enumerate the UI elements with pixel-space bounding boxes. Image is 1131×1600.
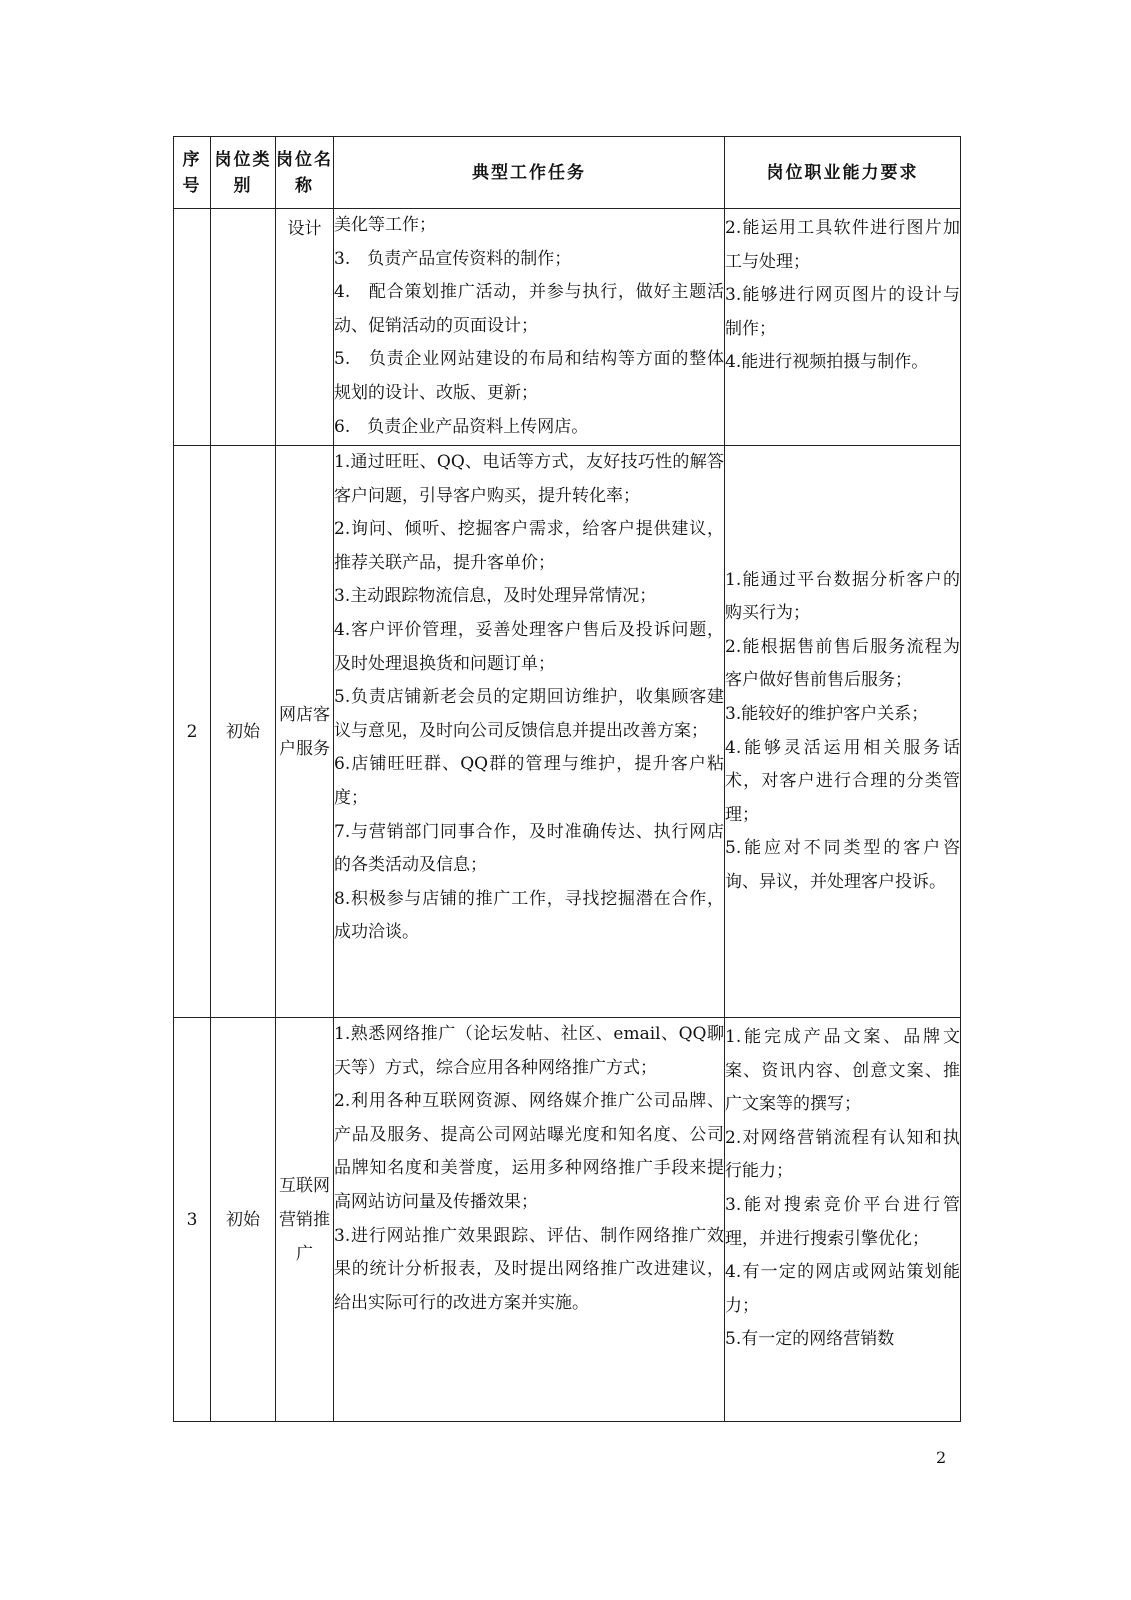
task-item: 4.客户评价管理，妥善处理客户售后及投诉问题，及时处理退换货和问题订单； — [334, 619, 724, 674]
row-category: 初始 — [211, 1018, 276, 1422]
row-requirements — [725, 209, 961, 446]
row-name-text: 网店客户服务 — [279, 704, 330, 759]
requirement-item: 3.能对搜索竞价平台进行管理，并进行搜索引擎优化； — [725, 1194, 960, 1249]
header-no: 序号 — [174, 137, 211, 209]
header-row — [174, 137, 961, 209]
header-requirements: 岗位职业能力要求 — [725, 137, 961, 209]
row-tasks — [334, 209, 725, 446]
task-item: 6. 负责企业产品资料上传网店。 — [334, 416, 589, 437]
page-number: 2 — [936, 1448, 947, 1467]
task-item: 3.进行网站推广效果跟踪、评估、制作网络推广效果的统计分析报表，及时提出网络推广改进建议，给出实际可行的改进方案并实施。 — [334, 1225, 724, 1313]
task-item: 6.店铺旺旺群、QQ群的管理与维护，提升客户粘度； — [334, 754, 724, 808]
task-item: 7.与营销部门同事合作，及时准确传达、执行网店的各类活动及信息； — [334, 821, 724, 876]
row-name-text: 设计 — [287, 219, 322, 239]
requirement-item: 5.有一定的网络营销数 — [725, 1329, 895, 1350]
requirement-item: 4.能进行视频拍摄与制作。 — [725, 352, 929, 373]
task-item: 8.积极参与店铺的推广工作，寻找挖掘潜在合作，成功洽谈。 — [334, 888, 724, 943]
row-name — [276, 209, 334, 446]
requirement-item: 1.能通过平台数据分析客户的购买行为； — [725, 569, 960, 624]
header-name: 岗位名称 — [276, 137, 334, 209]
task-item: 3. 负责产品宣传资料的制作； — [334, 248, 572, 269]
row-tasks — [334, 1018, 725, 1422]
task-item: 5. 负责企业网站建设的布局和结构等方面的整体规划的设计、改版、更新； — [334, 349, 724, 403]
row-category — [211, 209, 276, 446]
task-item: 5.负责店铺新老会员的定期回访维护，收集顾客建议与意见，及时向公司反馈信息并提出改善方案； — [334, 687, 724, 741]
requirement-item: 3.能够进行网页图片的设计与制作； — [725, 285, 960, 339]
task-item: 2.询问、倾听、挖掘客户需求，给客户提供建议，推荐关联产品，提升客单价； — [334, 519, 724, 573]
row-name — [276, 1018, 334, 1422]
row-tasks — [334, 446, 725, 1018]
job-table — [173, 136, 961, 1422]
table-row — [174, 446, 961, 1018]
requirement-item: 2.能运用工具软件进行图片加工与处理； — [725, 218, 960, 272]
requirement-item: 1.能完成产品文案、品牌文案、资讯内容、创意文案、推广文案等的撰写； — [725, 1027, 960, 1115]
row-name — [276, 446, 334, 1018]
row-no: 2 — [174, 446, 211, 1018]
requirement-item: 4.能够灵活运用相关服务话术，对客户进行合理的分类管理； — [725, 737, 960, 825]
requirement-item: 4.有一定的网店或网站策划能力； — [725, 1262, 960, 1316]
row-requirements — [725, 446, 961, 1018]
requirement-item: 2.能根据售前售后服务流程为客户做好售前售后服务； — [725, 636, 960, 691]
header-tasks: 典型工作任务 — [334, 137, 725, 209]
task-item: 1.熟悉网络推广（论坛发帖、社区、email、QQ聊天等）方式，综合应用各种网络推广方式； — [334, 1024, 724, 1078]
row-no — [174, 209, 211, 446]
task-item: 4. 配合策划推广活动，并参与执行，做好主题活动、促销活动的页面设计； — [334, 282, 724, 336]
task-item: 2.利用各种互联网资源、网络媒介推广公司品牌、产品及服务、提高公司网站曝光度和知名度、公司品牌知名度和美誉度，运用多种网络推广手段来提高网站访问量及传播效果； — [334, 1091, 724, 1212]
row-name-text: 互联网营销推广 — [279, 1175, 330, 1264]
task-item: 1.通过旺旺、QQ、电话等方式，友好技巧性的解答客户问题，引导客户购买，提升转化率； — [334, 452, 724, 506]
table-row — [174, 209, 961, 446]
header-category: 岗位类别 — [211, 137, 276, 209]
task-item: 3.主动跟踪物流信息，及时处理异常情况； — [334, 586, 657, 607]
row-no: 3 — [174, 1018, 211, 1422]
requirement-item: 3.能较好的维护客户关系； — [725, 703, 929, 724]
task-item: 美化等工作； — [334, 215, 436, 235]
table-row — [174, 1018, 961, 1422]
row-requirements — [725, 1018, 961, 1422]
requirement-item: 5.能应对不同类型的客户咨询、异议，并处理客户投诉。 — [725, 838, 960, 892]
row-category: 初始 — [211, 446, 276, 1018]
requirement-item: 2.对网络营销流程有认知和执行能力； — [725, 1127, 960, 1182]
